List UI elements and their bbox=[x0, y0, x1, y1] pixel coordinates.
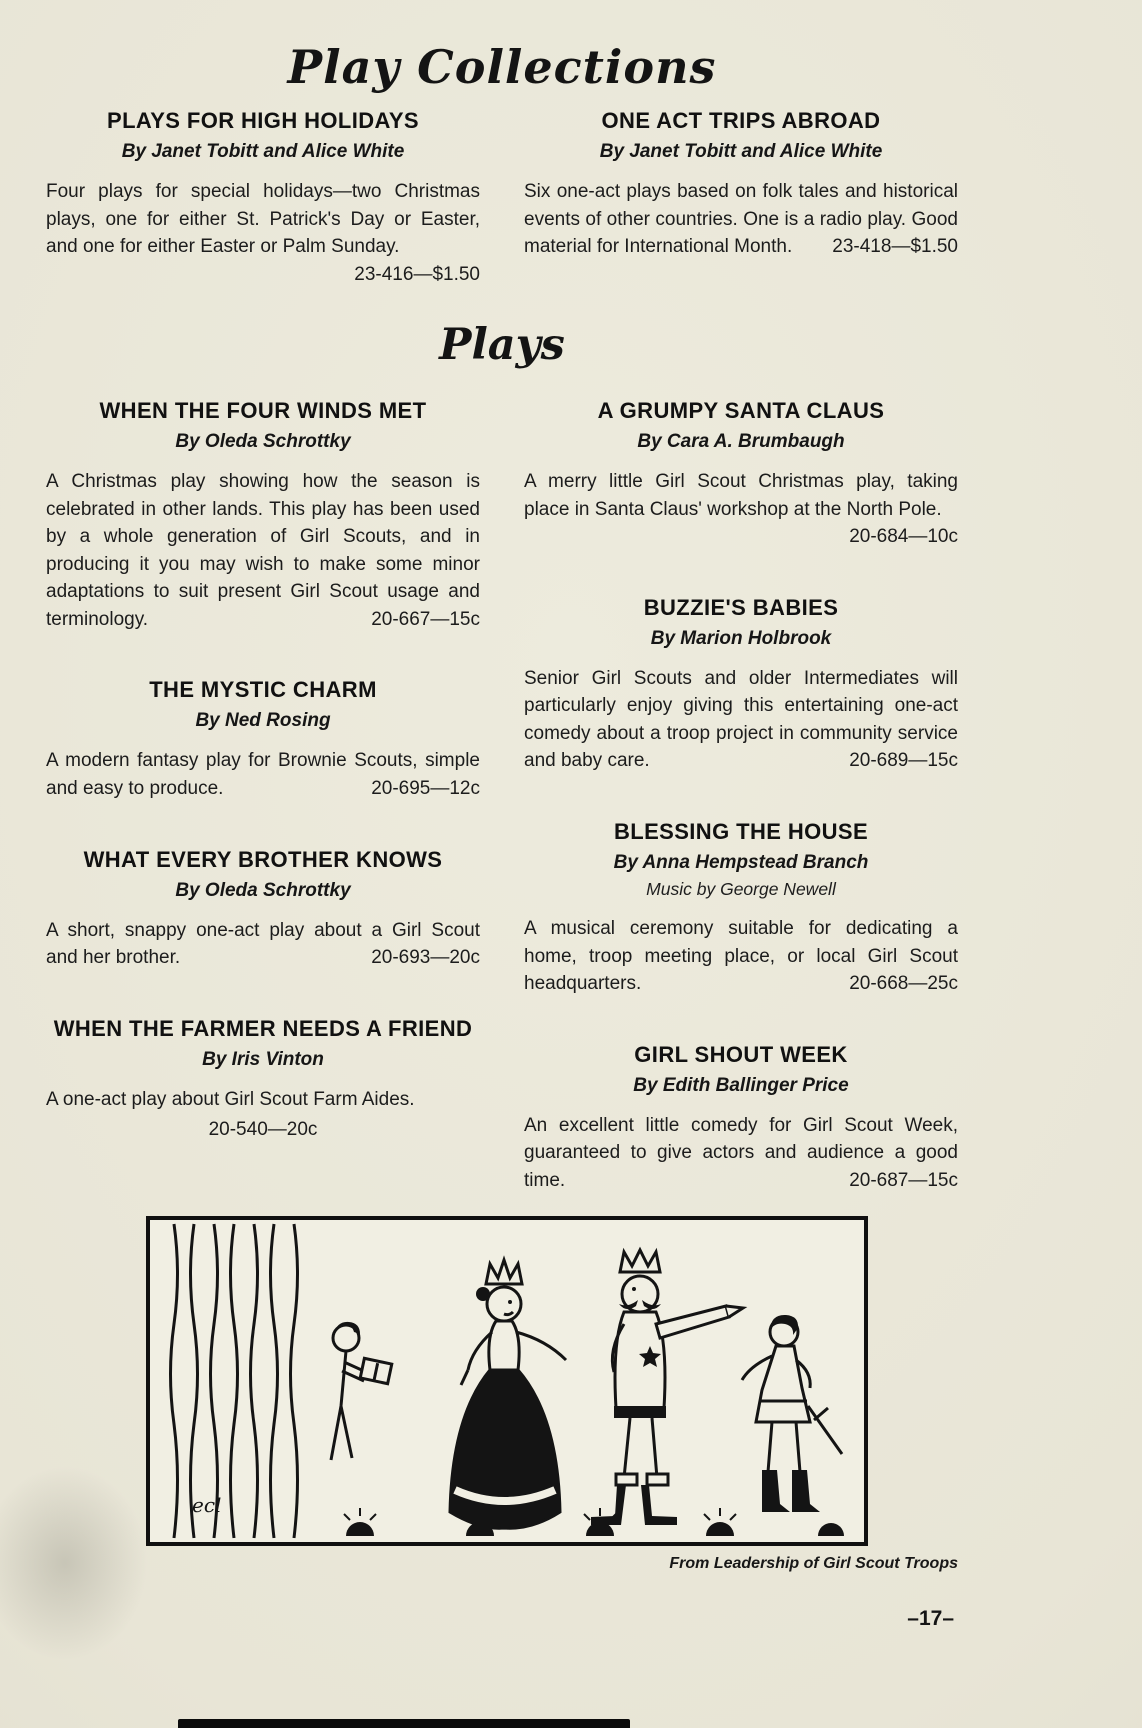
king-figure bbox=[591, 1250, 743, 1525]
description-text: A modern fantasy play for Brownie Scouts, simple and easy to produce. bbox=[46, 750, 480, 800]
catalog-code: 20-540—20c bbox=[208, 1119, 318, 1141]
collection-title: PLAYS FOR HIGH HOLIDAYS bbox=[107, 108, 419, 133]
play-description bbox=[46, 468, 480, 633]
play-description bbox=[524, 1112, 958, 1195]
play-entry bbox=[46, 1016, 480, 1142]
collection-title: ONE ACT TRIPS ABROAD bbox=[601, 108, 881, 133]
play-entry bbox=[524, 1042, 958, 1195]
catalog-code: 23-416—$1.50 bbox=[354, 263, 480, 285]
play-description bbox=[46, 747, 480, 802]
collection-description bbox=[46, 178, 480, 288]
play-description bbox=[524, 915, 958, 998]
play-byline: By Edith Ballinger Price bbox=[633, 1074, 849, 1096]
catalog-code: 20-687—15c bbox=[849, 1169, 958, 1191]
play-title: WHEN THE FARMER NEEDS A FRIEND bbox=[53, 1015, 473, 1041]
page-content bbox=[46, 0, 958, 1631]
plays-left-column bbox=[46, 398, 480, 1194]
play-entry bbox=[524, 819, 958, 998]
page-number: –17– bbox=[907, 1607, 954, 1631]
play-description bbox=[524, 468, 958, 551]
collection-entry bbox=[524, 108, 958, 261]
play-entry bbox=[524, 595, 958, 775]
plays-section-title: Plays bbox=[439, 320, 565, 371]
play-byline: By Iris Vinton bbox=[202, 1048, 324, 1070]
description-text: Four plays for special holidays—two Christmas plays, one for either St. Patrick's Day or Easter, and one for either Easter or Palm Sunday. bbox=[46, 181, 480, 258]
page-figure bbox=[742, 1315, 842, 1512]
page-title: Play Collections bbox=[287, 40, 717, 94]
scan-edge-artifact bbox=[178, 1719, 630, 1728]
artist-signature: ecl bbox=[192, 1493, 222, 1518]
play-title: GIRL SHOUT WEEK bbox=[634, 1041, 848, 1067]
prompter-figure bbox=[331, 1322, 392, 1460]
description-text: A one-act play about Girl Scout Farm Aides. bbox=[46, 1088, 415, 1110]
description-text: Senior Girl Scouts and older Intermediates will particularly enjoy giving this entertaining one-act comedy about a troop project in community service and baby care. bbox=[524, 667, 958, 772]
plays-right-column bbox=[524, 398, 958, 1194]
collections-section bbox=[46, 108, 958, 288]
description-text: A short, snappy one-act play about a Girl Scout and her brother. bbox=[46, 919, 480, 969]
play-byline: By Cara A. Brumbaugh bbox=[637, 431, 845, 453]
stage-illustration bbox=[146, 1216, 958, 1546]
collection-description bbox=[524, 178, 958, 261]
play-title: BLESSING THE HOUSE bbox=[613, 819, 869, 845]
play-description bbox=[46, 1086, 480, 1114]
play-byline: By Anna Hempstead Branch bbox=[613, 852, 869, 874]
collection-byline: By Janet Tobitt and Alice White bbox=[599, 141, 883, 162]
catalog-code: 23-418—$1.50 bbox=[832, 236, 958, 258]
description-text: Six one-act plays based on folk tales and historical events of other countries. One is a radio play. Good material for International Month. bbox=[524, 181, 958, 258]
play-byline: By Oleda Schrottky bbox=[175, 879, 351, 901]
collection-entry bbox=[46, 108, 480, 288]
play-description bbox=[46, 917, 480, 972]
collections-left-column bbox=[46, 108, 480, 288]
catalog-code: 20-667—15c bbox=[371, 608, 480, 630]
play-title: THE MYSTIC CHARM bbox=[149, 677, 377, 703]
play-entry bbox=[46, 847, 480, 972]
catalog-code: 20-693—20c bbox=[371, 947, 480, 969]
queen-figure bbox=[450, 1260, 566, 1528]
description-text: A musical ceremony suitable for dedicating a home, troop meeting place, or local Girl Scout headquarters. bbox=[524, 918, 958, 995]
play-entry bbox=[46, 398, 480, 633]
play-music-credit: Music by George Newell bbox=[646, 879, 836, 900]
play-title: BUZZIE'S BABIES bbox=[643, 594, 839, 620]
catalog-code: 20-668—25c bbox=[849, 973, 958, 995]
play-entry bbox=[46, 677, 480, 802]
play-description bbox=[524, 665, 958, 775]
play-byline: By Marion Holbrook bbox=[650, 627, 832, 649]
illustration-caption: From Leadership of Girl Scout Troops bbox=[669, 1555, 958, 1573]
play-byline: By Ned Rosing bbox=[195, 710, 331, 732]
description-text: An excellent little comedy for Girl Scout Week, guaranteed to give actors and audience a good time. bbox=[524, 1114, 958, 1191]
description-text: A Christmas play showing how the season is celebrated in other lands. This play has been used by a whole generation of Girl Scouts, and in producing it you may wish to make some minor adaptations to suit present Girl Scout usage and terminology. bbox=[46, 471, 480, 630]
illustration-frame bbox=[146, 1216, 868, 1546]
collections-right-column bbox=[524, 108, 958, 288]
catalog-code: 20-689—15c bbox=[849, 750, 958, 772]
play-byline: By Oleda Schrottky bbox=[175, 431, 351, 453]
catalog-code: 20-684—10c bbox=[849, 526, 958, 548]
play-title: WHAT EVERY BROTHER KNOWS bbox=[83, 846, 443, 872]
stage-cartoon bbox=[150, 1220, 864, 1542]
play-title: WHEN THE FOUR WINDS MET bbox=[99, 398, 427, 424]
description-text: A merry little Girl Scout Christmas play, taking place in Santa Claus' workshop at the North Pole. bbox=[524, 471, 958, 520]
collection-byline: By Janet Tobitt and Alice White bbox=[121, 141, 405, 162]
catalog-code: 20-695—12c bbox=[371, 778, 480, 800]
curtain-icon bbox=[171, 1224, 298, 1538]
play-entry bbox=[524, 398, 958, 551]
plays-section bbox=[46, 398, 958, 1194]
play-title: A GRUMPY SANTA CLAUS bbox=[597, 398, 885, 424]
